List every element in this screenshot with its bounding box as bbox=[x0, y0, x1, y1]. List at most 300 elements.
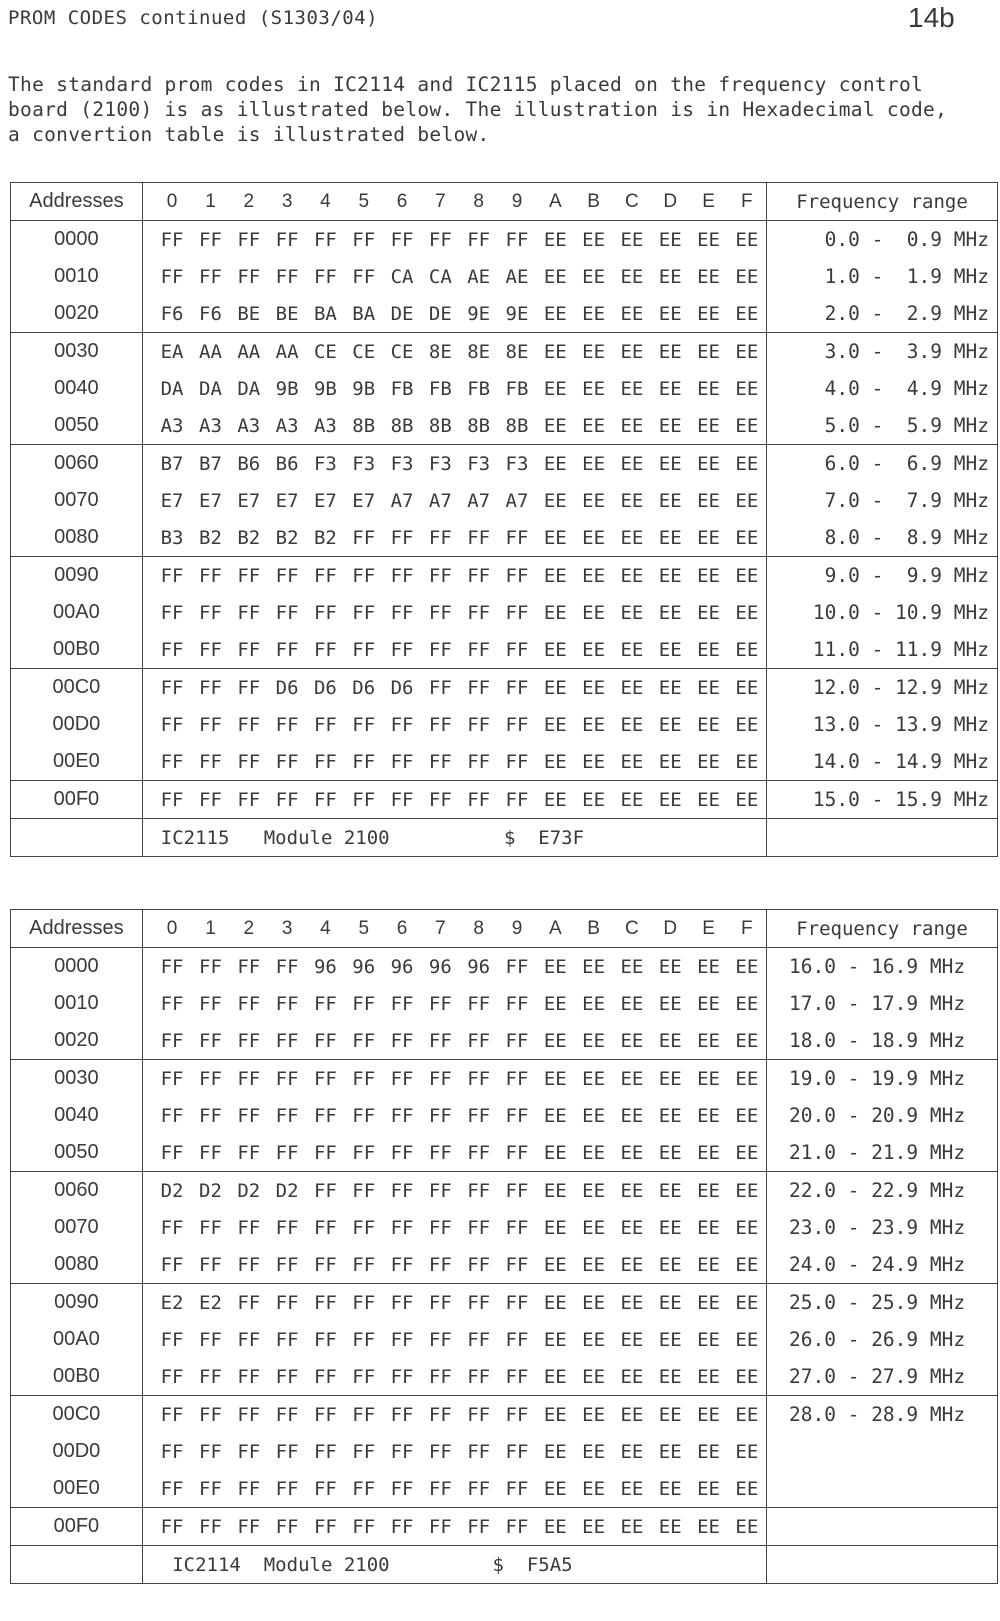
address-cell: 0090 bbox=[11, 1284, 143, 1322]
hex-byte-cell: A3 bbox=[275, 414, 299, 437]
address-cell: 0050 bbox=[11, 407, 143, 445]
hex-byte-cell: FF bbox=[275, 713, 299, 736]
hex-byte-cell: 96 bbox=[428, 955, 452, 978]
hex-byte-cell: EE bbox=[651, 445, 689, 483]
hex-byte-cell: EE bbox=[651, 333, 689, 371]
hex-byte-cell: FF bbox=[160, 955, 184, 978]
hex-byte-cell: FF bbox=[505, 228, 529, 251]
column-header: 5 bbox=[358, 190, 370, 212]
table-row bbox=[11, 1060, 998, 1098]
hex-byte-cell: BE bbox=[237, 302, 261, 325]
hex-byte-cell: EE bbox=[651, 669, 689, 707]
hex-byte-cell: EE bbox=[697, 1440, 720, 1463]
frequency-range-cell: 3.0 - 3.9 MHz bbox=[767, 333, 998, 371]
hex-byte-cell: FF bbox=[352, 750, 376, 773]
hex-byte-cell: FF bbox=[428, 1029, 452, 1052]
column-header: C bbox=[625, 190, 639, 212]
hex-byte-cell: EE bbox=[651, 1172, 689, 1210]
hex-byte-cell: FF bbox=[460, 1508, 498, 1546]
hex-byte-cell: D6 bbox=[268, 669, 306, 707]
column-header: D bbox=[663, 917, 678, 939]
hex-byte-cell: BA bbox=[313, 302, 337, 325]
hex-byte-cell: EE bbox=[697, 1029, 720, 1052]
hex-byte-cell: EE bbox=[697, 377, 720, 400]
hex-byte-cell: EE bbox=[735, 1029, 759, 1052]
hex-byte-cell: FF bbox=[230, 1060, 268, 1098]
hex-byte-cell: FF bbox=[306, 781, 344, 819]
hex-byte-cell: EE bbox=[697, 638, 720, 661]
hex-byte-cell: FF bbox=[505, 526, 529, 549]
hex-byte-cell: FF bbox=[428, 1104, 452, 1127]
hex-byte-cell: EE bbox=[574, 557, 612, 595]
hex-byte-cell: 8E bbox=[498, 333, 536, 371]
hex-byte-cell: EE bbox=[543, 489, 567, 512]
address-cell: 00D0 bbox=[11, 1433, 143, 1470]
hex-byte-cell: FF bbox=[306, 557, 344, 595]
hex-byte-cell: FF bbox=[352, 1029, 376, 1052]
column-header: 0 bbox=[166, 917, 178, 939]
hex-byte-cell: FF bbox=[421, 1508, 459, 1546]
column-header: 3 bbox=[281, 917, 293, 939]
hex-byte-cell: EE bbox=[620, 1440, 644, 1463]
column-header: 5 bbox=[358, 917, 370, 939]
hex-byte-cell: FF bbox=[306, 1060, 344, 1098]
hex-byte-cell: FF bbox=[390, 992, 414, 1015]
table-row bbox=[11, 1358, 998, 1396]
hex-byte-cell: EE bbox=[536, 1396, 574, 1434]
hex-byte-cell: EE bbox=[613, 333, 651, 371]
hex-byte-cell: FF bbox=[467, 1253, 491, 1276]
hex-byte-cell: FF bbox=[467, 1216, 491, 1239]
footer-empty-cell bbox=[11, 1546, 143, 1584]
hex-byte-cell: FF bbox=[199, 265, 222, 288]
prom-table-ic2115 bbox=[10, 182, 998, 857]
hex-byte-cell: EE bbox=[697, 1477, 720, 1500]
hex-byte-cell: FF bbox=[275, 1141, 299, 1164]
hex-byte-cell: FF bbox=[390, 1253, 414, 1276]
hex-byte-cell: EE bbox=[658, 1104, 682, 1127]
hex-byte-cell: EE bbox=[536, 1172, 574, 1210]
hex-byte-cell: FF bbox=[345, 1396, 383, 1434]
hex-byte-cell: EE bbox=[620, 638, 644, 661]
hex-byte-cell: AE bbox=[467, 265, 491, 288]
hex-byte-cell: EE bbox=[728, 333, 767, 371]
address-cell: 0010 bbox=[11, 985, 143, 1022]
hex-byte-cell: FF bbox=[313, 265, 337, 288]
hex-byte-cell: EE bbox=[613, 1284, 651, 1322]
hex-byte-cell: FF bbox=[428, 1328, 452, 1351]
hex-byte-cell: FB bbox=[467, 377, 491, 400]
table-row bbox=[11, 1396, 998, 1434]
hex-byte-cell: 8B bbox=[352, 414, 376, 437]
hex-byte-cell: EE bbox=[582, 601, 606, 624]
hex-byte-cell: BE bbox=[275, 302, 299, 325]
hex-byte-cell: EE bbox=[536, 445, 574, 483]
table-row bbox=[11, 1209, 998, 1246]
column-header: B bbox=[587, 190, 600, 212]
column-header: 9 bbox=[511, 190, 523, 212]
address-cell: 00B0 bbox=[11, 1358, 143, 1396]
hex-byte-cell: EE bbox=[582, 1104, 606, 1127]
hex-byte-cell: EE bbox=[735, 992, 759, 1015]
frequency-range-cell: 9.0 - 9.9 MHz bbox=[767, 557, 998, 595]
hex-byte-cell: EE bbox=[582, 526, 606, 549]
address-cell: 00D0 bbox=[11, 706, 143, 743]
hex-byte-cell: EE bbox=[658, 1365, 682, 1388]
hex-byte-cell: FF bbox=[191, 1060, 229, 1098]
hex-byte-cell: EE bbox=[651, 557, 689, 595]
hex-byte-cell: EE bbox=[735, 1253, 759, 1276]
hex-byte-cell: FF bbox=[460, 669, 498, 707]
column-header: 8 bbox=[473, 190, 484, 212]
hex-byte-cell: EE bbox=[658, 1477, 682, 1500]
hex-byte-cell: EE bbox=[613, 1396, 651, 1434]
hex-byte-cell: EE bbox=[582, 228, 606, 251]
hex-byte-cell: EE bbox=[735, 1440, 759, 1463]
hex-byte-cell: FF bbox=[467, 228, 491, 251]
hex-byte-cell: EE bbox=[620, 1216, 644, 1239]
hex-byte-cell: FF bbox=[160, 1029, 184, 1052]
frequency-range-cell: 2.0 - 2.9 MHz bbox=[767, 295, 998, 333]
hex-byte-cell: FF bbox=[230, 1284, 268, 1322]
hex-byte-cell: EE bbox=[658, 1141, 682, 1164]
hex-byte-cell: EE bbox=[689, 781, 727, 819]
hex-byte-cell: FF bbox=[505, 992, 529, 1015]
address-cell: 0000 bbox=[11, 948, 143, 986]
hex-byte-cell: FF bbox=[467, 526, 491, 549]
hex-byte-cell: 8B bbox=[467, 414, 491, 437]
hex-byte-cell: EE bbox=[658, 992, 682, 1015]
hex-byte-cell: FF bbox=[352, 265, 376, 288]
hex-byte-cell: FF bbox=[275, 228, 299, 251]
hex-byte-cell: FF bbox=[237, 601, 261, 624]
hex-byte-cell: FF bbox=[160, 638, 184, 661]
hex-byte-cell: B2 bbox=[313, 526, 337, 549]
hex-byte-cell: DA bbox=[199, 377, 222, 400]
hex-byte-cell: EE bbox=[689, 669, 727, 707]
hex-byte-cell: EE bbox=[689, 557, 727, 595]
hex-byte-cell: EE bbox=[536, 669, 574, 707]
hex-byte-cell: FF bbox=[230, 1508, 268, 1546]
hex-byte-cell: FF bbox=[313, 1104, 337, 1127]
hex-byte-cell: EE bbox=[658, 601, 682, 624]
hex-byte-cell: D2 bbox=[230, 1172, 268, 1210]
column-header: 9 bbox=[511, 917, 523, 939]
hex-byte-cell: D2 bbox=[142, 1172, 191, 1210]
hex-byte-cell: EE bbox=[536, 781, 574, 819]
hex-byte-cell: FF bbox=[313, 1253, 337, 1276]
hex-byte-cell: FF bbox=[275, 955, 299, 978]
hex-byte-cell: EE bbox=[620, 1141, 644, 1164]
hex-byte-cell: 96 bbox=[313, 955, 337, 978]
hex-byte-cell: FF bbox=[268, 1060, 306, 1098]
hex-byte-cell: EE bbox=[735, 414, 759, 437]
hex-byte-cell: D6 bbox=[306, 669, 344, 707]
hex-byte-cell: EE bbox=[697, 228, 720, 251]
hex-byte-cell: EE bbox=[658, 1029, 682, 1052]
hex-byte-cell: EE bbox=[735, 1477, 759, 1500]
hex-byte-cell: EE bbox=[728, 557, 767, 595]
hex-byte-cell: EE bbox=[651, 781, 689, 819]
table-row bbox=[11, 743, 998, 781]
hex-byte-cell: EE bbox=[620, 377, 644, 400]
hex-byte-cell: FF bbox=[390, 1365, 414, 1388]
hex-byte-cell: FF bbox=[390, 1029, 414, 1052]
page-number: 14b bbox=[908, 2, 955, 33]
hex-byte-cell: FF bbox=[505, 1141, 529, 1164]
hex-byte-cell: FF bbox=[467, 713, 491, 736]
address-cell: 0060 bbox=[11, 1172, 143, 1210]
hex-byte-cell: FF bbox=[313, 1477, 337, 1500]
frequency-range-header: Frequency range bbox=[767, 183, 998, 221]
hex-byte-cell: EE bbox=[658, 414, 682, 437]
hex-byte-cell: FF bbox=[467, 1477, 491, 1500]
hex-byte-cell: FF bbox=[390, 1141, 414, 1164]
hex-byte-cell: EE bbox=[582, 992, 606, 1015]
hex-byte-cell: FF bbox=[390, 1216, 414, 1239]
hex-byte-cell: FF bbox=[160, 265, 184, 288]
hex-byte-cell: EE bbox=[689, 1284, 727, 1322]
hex-byte-cell: EE bbox=[620, 526, 644, 549]
hex-byte-cell: BA bbox=[352, 302, 376, 325]
hex-byte-cell: EE bbox=[574, 1396, 612, 1434]
column-header: 2 bbox=[243, 917, 255, 939]
hex-byte-cell: 8E bbox=[460, 333, 498, 371]
hex-byte-cell: EE bbox=[582, 1328, 606, 1351]
hex-byte-cell: FF bbox=[505, 1253, 529, 1276]
hex-byte-cell: FF bbox=[390, 750, 414, 773]
hex-byte-cell: EE bbox=[658, 638, 682, 661]
hex-byte-cell: EE bbox=[536, 1060, 574, 1098]
hex-byte-cell: FF bbox=[237, 1029, 261, 1052]
frequency-range-cell: 17.0 - 17.9 MHz bbox=[767, 985, 998, 1022]
hex-byte-cell: EE bbox=[536, 1284, 574, 1322]
hex-byte-cell: FF bbox=[313, 713, 337, 736]
hex-byte-cell: FF bbox=[428, 1253, 452, 1276]
hex-byte-cell: EE bbox=[689, 1396, 727, 1434]
hex-byte-cell: EE bbox=[735, 750, 759, 773]
hex-byte-cell: EE bbox=[697, 265, 720, 288]
hex-byte-cell: F3 bbox=[498, 445, 536, 483]
hex-byte-cell: EE bbox=[620, 414, 644, 437]
hex-byte-cell: EE bbox=[620, 750, 644, 773]
hex-byte-cell: EE bbox=[543, 1104, 567, 1127]
frequency-range-cell: 19.0 - 19.9 MHz bbox=[767, 1060, 998, 1098]
hex-byte-cell: DA bbox=[160, 377, 184, 400]
hex-byte-cell: FF bbox=[199, 955, 222, 978]
hex-byte-cell: FF bbox=[345, 557, 383, 595]
hex-byte-cell: FF bbox=[275, 1328, 299, 1351]
hex-byte-cell: 96 bbox=[467, 955, 491, 978]
hex-byte-cell: FF bbox=[467, 1141, 491, 1164]
hex-byte-cell: FF bbox=[313, 1029, 337, 1052]
hex-byte-cell: EE bbox=[658, 526, 682, 549]
hex-byte-cell: FF bbox=[160, 1141, 184, 1164]
hex-byte-cell: EE bbox=[613, 445, 651, 483]
hex-byte-cell: FF bbox=[191, 669, 229, 707]
frequency-range-cell: 27.0 - 27.9 MHz bbox=[767, 1358, 998, 1396]
hex-byte-cell: FF bbox=[313, 992, 337, 1015]
column-header: F bbox=[741, 190, 753, 212]
hex-byte-cell: FF bbox=[505, 638, 529, 661]
hex-byte-cell: EE bbox=[735, 302, 759, 325]
hex-byte-cell: EE bbox=[658, 377, 682, 400]
hex-byte-cell: FF bbox=[306, 1284, 344, 1322]
hex-byte-cell: F3 bbox=[345, 445, 383, 483]
hex-byte-cell: FF bbox=[237, 1328, 261, 1351]
hex-byte-cell: FF bbox=[199, 638, 222, 661]
column-header: 2 bbox=[243, 190, 255, 212]
hex-byte-cell: FF bbox=[237, 1104, 261, 1127]
hex-byte-cell: EE bbox=[543, 1477, 567, 1500]
addresses-header: Addresses bbox=[11, 910, 143, 948]
checksum-label: IC2114 Module 2100 $ F5A5 bbox=[142, 1546, 766, 1584]
hex-byte-cell: F3 bbox=[306, 445, 344, 483]
hex-byte-cell: A7 bbox=[428, 489, 452, 512]
hex-byte-cell: FF bbox=[428, 713, 452, 736]
hex-byte-cell: FF bbox=[352, 1477, 376, 1500]
hex-byte-cell: EE bbox=[543, 1029, 567, 1052]
hex-byte-cell: FF bbox=[505, 1216, 529, 1239]
hex-byte-cell: FF bbox=[460, 1284, 498, 1322]
hex-byte-cell: FB bbox=[505, 377, 529, 400]
hex-byte-cell: EE bbox=[735, 265, 759, 288]
hex-byte-cell: FF bbox=[199, 713, 222, 736]
hex-byte-cell: FF bbox=[345, 1060, 383, 1098]
hex-byte-cell: FF bbox=[383, 781, 421, 819]
hex-byte-cell: FF bbox=[275, 1253, 299, 1276]
hex-byte-cell: EE bbox=[735, 1216, 759, 1239]
address-cell: 0070 bbox=[11, 1209, 143, 1246]
hex-byte-cell: FF bbox=[199, 1253, 222, 1276]
hex-byte-cell: FF bbox=[467, 601, 491, 624]
hex-byte-cell: FF bbox=[142, 1060, 191, 1098]
hex-byte-cell: FF bbox=[160, 713, 184, 736]
hex-byte-cell: FF bbox=[199, 1328, 222, 1351]
hex-byte-cell: EE bbox=[658, 750, 682, 773]
hex-byte-cell: FF bbox=[345, 1172, 383, 1210]
column-header: 7 bbox=[435, 917, 446, 939]
table-row bbox=[11, 1470, 998, 1508]
hex-byte-cell: EE bbox=[582, 414, 606, 437]
hex-byte-cell: DE bbox=[390, 302, 414, 325]
hex-byte-cell: EE bbox=[728, 1284, 767, 1322]
hex-byte-cell: FF bbox=[268, 1508, 306, 1546]
hex-byte-cell: EE bbox=[620, 1365, 644, 1388]
frequency-range-cell: 18.0 - 18.9 MHz bbox=[767, 1022, 998, 1060]
hex-byte-cell: FF bbox=[160, 992, 184, 1015]
hex-byte-cell: FF bbox=[467, 992, 491, 1015]
hex-byte-cell: FF bbox=[352, 1328, 376, 1351]
hex-byte-cell: EE bbox=[697, 713, 720, 736]
hex-byte-cell: FF bbox=[160, 228, 184, 251]
hex-byte-cell: 8B bbox=[390, 414, 414, 437]
hex-byte-cell: FF bbox=[160, 1216, 184, 1239]
hex-byte-cell: FF bbox=[313, 1440, 337, 1463]
hex-byte-cell: EE bbox=[658, 302, 682, 325]
hex-byte-cell: A7 bbox=[505, 489, 529, 512]
hex-byte-cell: 9B bbox=[352, 377, 376, 400]
hex-byte-cell: EE bbox=[728, 781, 767, 819]
frequency-range-cell: 12.0 - 12.9 MHz bbox=[767, 669, 998, 707]
hex-byte-cell: EE bbox=[543, 1216, 567, 1239]
hex-byte-cell: EE bbox=[582, 1477, 606, 1500]
table-row bbox=[11, 519, 998, 557]
hex-byte-cell: EE bbox=[613, 1508, 651, 1546]
hex-byte-cell: B3 bbox=[160, 526, 184, 549]
hex-byte-cell: FF bbox=[313, 601, 337, 624]
hex-byte-cell: EE bbox=[613, 557, 651, 595]
hex-byte-cell: D6 bbox=[345, 669, 383, 707]
address-cell: 0040 bbox=[11, 1097, 143, 1134]
hex-byte-cell: FF bbox=[160, 1477, 184, 1500]
hex-byte-cell: FF bbox=[428, 1141, 452, 1164]
hex-byte-cell: FF bbox=[390, 228, 414, 251]
table-row bbox=[11, 1022, 998, 1060]
hex-byte-cell: FF bbox=[383, 1284, 421, 1322]
hex-byte-cell: FF bbox=[345, 1508, 383, 1546]
hex-byte-cell: FF bbox=[275, 265, 299, 288]
hex-byte-cell: EE bbox=[543, 526, 567, 549]
hex-byte-cell: EE bbox=[574, 1284, 612, 1322]
address-cell: 0030 bbox=[11, 333, 143, 371]
hex-byte-cell: A3 bbox=[160, 414, 184, 437]
intro-line: board (2100) is as illustrated below. The illustration is in Hexadecimal code, bbox=[8, 98, 948, 121]
hex-byte-cell: FF bbox=[237, 1216, 261, 1239]
hex-byte-cell: EE bbox=[697, 302, 720, 325]
hex-byte-cell: FF bbox=[505, 1029, 529, 1052]
table-footer-row bbox=[11, 819, 998, 857]
hex-byte-cell: FF bbox=[352, 638, 376, 661]
hex-byte-cell: EE bbox=[582, 1253, 606, 1276]
hex-byte-cell: FF bbox=[352, 1253, 376, 1276]
hex-byte-cell: EE bbox=[689, 1508, 727, 1546]
hex-byte-cell: EE bbox=[620, 955, 644, 978]
hex-byte-cell: FF bbox=[467, 1104, 491, 1127]
hex-byte-cell: EE bbox=[735, 228, 759, 251]
column-header: F bbox=[741, 917, 753, 939]
hex-byte-cell: FF bbox=[160, 1253, 184, 1276]
hex-byte-cell: FF bbox=[390, 1104, 414, 1127]
hex-byte-cell: EE bbox=[651, 1284, 689, 1322]
hex-byte-cell: EE bbox=[697, 1365, 720, 1388]
footer-empty-cell bbox=[11, 819, 143, 857]
hex-byte-cell: FF bbox=[191, 557, 229, 595]
hex-byte-cell: FF bbox=[306, 1172, 344, 1210]
hex-byte-cell: FF bbox=[191, 781, 229, 819]
hex-byte-cell: EE bbox=[574, 669, 612, 707]
hex-byte-cell: EE bbox=[582, 489, 606, 512]
frequency-range-cell: 25.0 - 25.9 MHz bbox=[767, 1284, 998, 1322]
hex-byte-cell: EE bbox=[536, 333, 574, 371]
hex-byte-cell: EE bbox=[658, 228, 682, 251]
address-cell: 00E0 bbox=[11, 1470, 143, 1508]
hex-byte-cell: FF bbox=[505, 1365, 529, 1388]
hex-byte-cell: E2 bbox=[191, 1284, 229, 1322]
table-row bbox=[11, 706, 998, 743]
frequency-range-header: Frequency range bbox=[767, 910, 998, 948]
table-header-row bbox=[11, 183, 998, 221]
hex-byte-cell: A3 bbox=[237, 414, 261, 437]
address-cell: 00A0 bbox=[11, 1321, 143, 1358]
frequency-range-cell: 26.0 - 26.9 MHz bbox=[767, 1321, 998, 1358]
hex-byte-cell: FF bbox=[237, 1440, 261, 1463]
hex-byte-cell: 8E bbox=[421, 333, 459, 371]
hex-byte-cell: FF bbox=[352, 1216, 376, 1239]
hex-byte-cell: EE bbox=[582, 1029, 606, 1052]
hex-byte-cell: FF bbox=[199, 1477, 222, 1500]
hex-byte-cell: EE bbox=[735, 1104, 759, 1127]
